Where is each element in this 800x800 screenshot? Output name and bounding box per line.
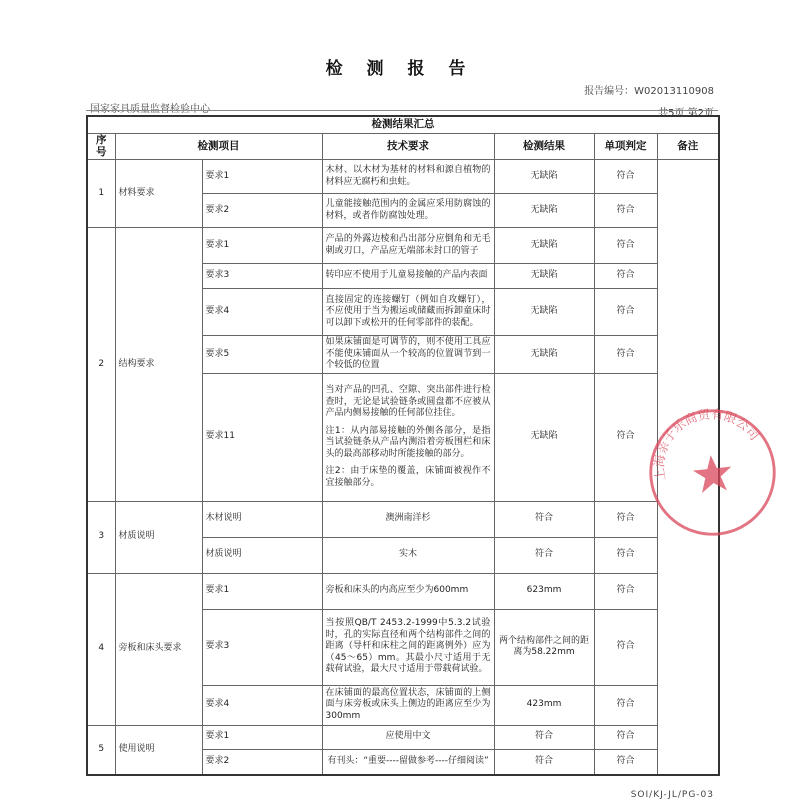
test-result: 423mm [494, 685, 594, 725]
verdict: 符合 [594, 160, 657, 194]
verdict: 符合 [594, 289, 657, 336]
table-row [87, 725, 719, 749]
table-row [87, 501, 719, 537]
item-label: 要求5 [202, 336, 322, 374]
organization-name: 国家家具质量监督检验中心 [90, 104, 210, 115]
report-number: 报告编号：W02013110908 [584, 86, 714, 97]
item-label: 要求1 [202, 725, 322, 749]
requirement-text: 直接固定的连接螺钉（例如自攻螺钉），不应使用于当为搬运或储藏而拆卸童床时可以卸下或松开的任何零部件的装配。 [322, 289, 494, 336]
test-result: 无缺陷 [494, 289, 594, 336]
requirement-cell [322, 373, 494, 501]
test-result: 无缺陷 [494, 336, 594, 374]
verdict: 符合 [594, 228, 657, 264]
results-table [86, 115, 720, 776]
requirement-text: 旁板和床头的内高应至少为600mm [322, 573, 494, 609]
verdict: 符合 [594, 373, 657, 501]
table-row [87, 573, 719, 609]
verdict: 符合 [594, 501, 657, 537]
seal-text: 上海亲子乐商贸有限公司 [651, 406, 763, 482]
item-label: 要求3 [202, 609, 322, 685]
section-name: 材料要求 [115, 160, 202, 228]
form-code: SOI/KJ-JL/PG-03 [630, 790, 714, 800]
test-result: 符合 [494, 537, 594, 573]
verdict: 符合 [594, 685, 657, 725]
report-title: 检 测 报 告 [325, 59, 475, 79]
col-header-no: 序号 [87, 134, 115, 160]
requirement-text: 木材、以木材为基材的材料和源自植物的材料应无腐朽和虫蛀。 [322, 160, 494, 194]
requirement-text: 实木 [322, 537, 494, 573]
verdict: 符合 [594, 537, 657, 573]
requirement-text: 如果床铺面是可调节的，则不使用工具应不能使床铺面从一个较高的位置调节到一个较低的位置 [322, 336, 494, 374]
verdict: 符合 [594, 573, 657, 609]
test-result: 无缺陷 [494, 160, 594, 194]
section-number: 1 [87, 160, 115, 228]
summary-title: 检测结果汇总 [87, 116, 719, 134]
seal-star [692, 453, 734, 493]
col-header-remark: 备注 [657, 134, 719, 160]
col-header-item: 检测项目 [115, 134, 322, 160]
verdict: 符合 [594, 194, 657, 228]
test-result: 符合 [494, 725, 594, 749]
test-result: 符合 [494, 749, 594, 775]
test-result: 无缺陷 [494, 264, 594, 289]
item-label: 要求2 [202, 194, 322, 228]
item-label: 要求4 [202, 289, 322, 336]
requirement-text: 转印应不使用于儿童易接触的产品内表面 [322, 264, 494, 289]
col-header-result: 检测结果 [494, 134, 594, 160]
section-name: 使用说明 [115, 725, 202, 775]
section-name: 结构要求 [115, 228, 202, 502]
col-header-requirement: 技术要求 [322, 134, 494, 160]
verdict: 符合 [594, 609, 657, 685]
column-header-row [87, 134, 719, 160]
item-label: 要求2 [202, 749, 322, 775]
requirement-text: 在床铺面的最高位置状态，床铺面的上侧面与床旁板或床头上侧边的距离应至少为300mm [322, 685, 494, 725]
item-label: 要求11 [202, 373, 322, 501]
verdict: 符合 [594, 725, 657, 749]
item-label: 要求1 [202, 228, 322, 264]
item-label: 要求1 [202, 160, 322, 194]
requirement-text: 儿童能接触范围内的金属应采用防腐蚀的材料，或者作防腐蚀处理。 [322, 194, 494, 228]
item-label: 要求3 [202, 264, 322, 289]
test-result: 两个结构部件之间的距离为58.22mm [494, 609, 594, 685]
verdict: 符合 [594, 336, 657, 374]
page-indicator: 共5页 第2页 [658, 108, 714, 119]
requirement-text: 当按照QB/T 2453.2-1999中5.3.2试验时，孔的实际直径和两个结构部件之间的距离（导杆和床柱之间的距离例外）应为（45～65）mm。其最小尺寸适用于无载荷试验，最大尺寸适用于带载荷试验。 [322, 609, 494, 685]
requirement-text: 澳洲南洋杉 [322, 501, 494, 537]
item-label: 材质说明 [202, 537, 322, 573]
verdict: 符合 [594, 264, 657, 289]
requirement-text: 应使用中文 [322, 725, 494, 749]
verdict: 符合 [594, 749, 657, 775]
section-number: 2 [87, 228, 115, 502]
item-label: 要求4 [202, 685, 322, 725]
section-number: 4 [87, 573, 115, 725]
item-label: 要求1 [202, 573, 322, 609]
table-row [87, 228, 719, 264]
test-result: 符合 [494, 501, 594, 537]
table-row [87, 160, 719, 194]
company-seal [638, 398, 786, 546]
item-label: 木材说明 [202, 501, 322, 537]
header-divider [86, 110, 718, 111]
col-header-verdict: 单项判定 [594, 134, 657, 160]
test-result: 无缺陷 [494, 194, 594, 228]
section-number: 5 [87, 725, 115, 775]
test-result: 无缺陷 [494, 373, 594, 501]
requirement-text: 当对产品的凹孔、空隙、突出部件进行检查时，无论是试验链条或圆盘都不应被从产品内侧易接触的任何部位挂住。 [325, 385, 491, 418]
test-result: 无缺陷 [494, 228, 594, 264]
requirement-note-2: 注2：由于床垫的覆盖，床铺面被视作不宜接触部分。 [325, 466, 491, 488]
section-name: 旁板和床头要求 [115, 573, 202, 725]
section-name: 材质说明 [115, 501, 202, 573]
requirement-text: 产品的外露边棱和凸出部分应倒角和无毛刺或刃口，产品应无端部未封口的管子 [322, 228, 494, 264]
requirement-note-1: 注1：从内部易接触的外侧各部分，是指当试验链条从产品内测沿着旁板围栏和床头的最高部移动时所能接触的部分。 [325, 425, 491, 459]
section-number: 3 [87, 501, 115, 573]
requirement-text: 有刊头：“重要----留做参考----仔细阅读” [322, 749, 494, 775]
test-result: 623mm [494, 573, 594, 609]
